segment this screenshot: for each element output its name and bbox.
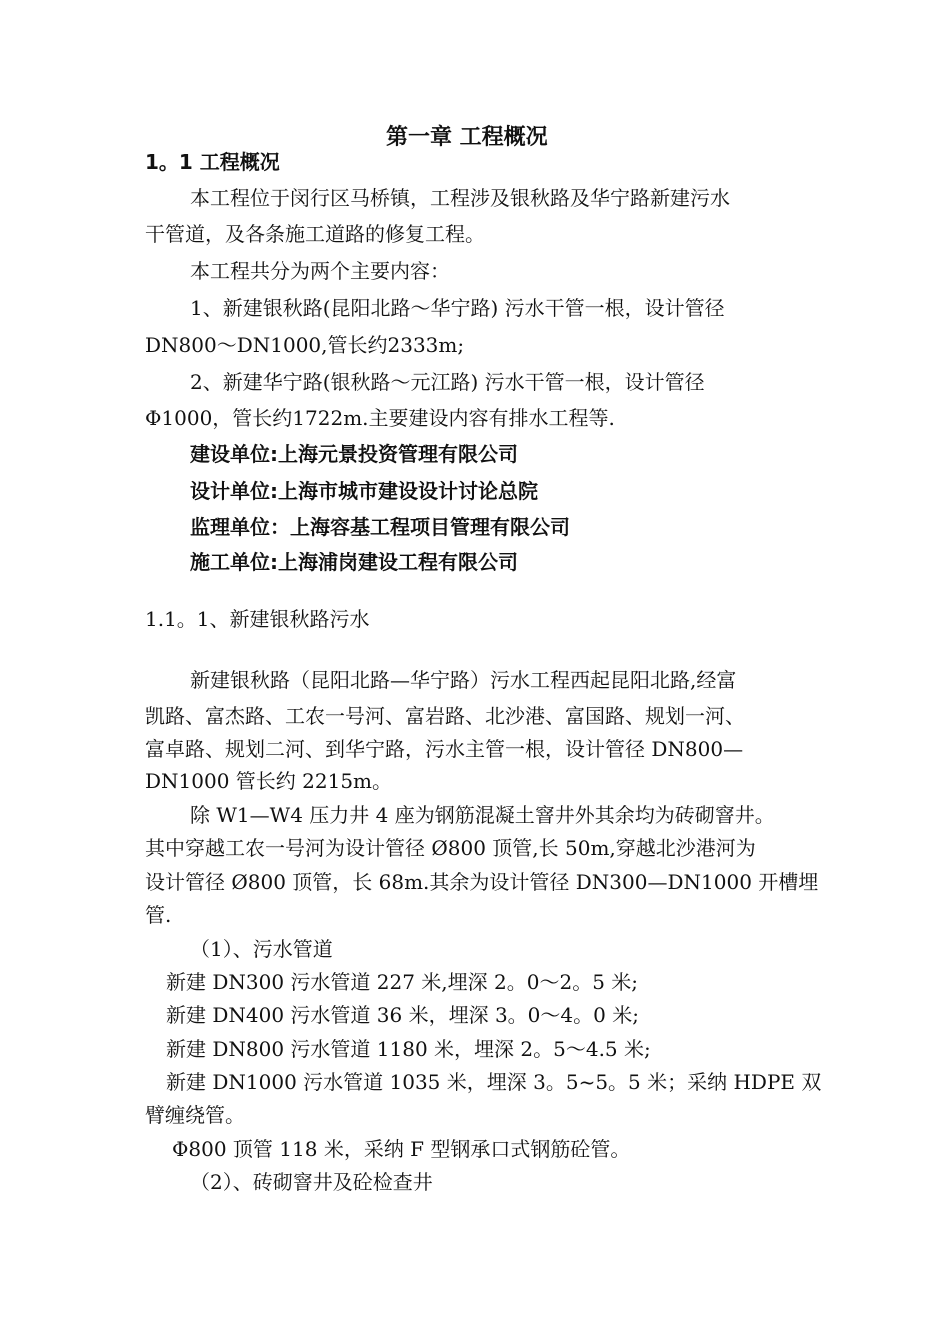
- paragraph-line: 干管道，及各条施工道路的修复工程。: [145, 222, 485, 246]
- designer-unit: 设计单位:上海市城市建设设计讨论总院: [190, 479, 538, 503]
- list-item: Φ1000，管长约1722m.主要建设内容有排水工程等.: [145, 406, 615, 430]
- paragraph-line: 除 W1—W4 压力井 4 座为钢筋混凝土窨井外其余均为砖砌窨井。: [190, 803, 775, 827]
- list-item: DN800～DN1000,管长约2333m;: [145, 333, 465, 357]
- subsection-heading: 1.1。1、新建银秋路污水: [145, 607, 370, 631]
- list-item: 1、新建银秋路(昆阳北路～华宁路) 污水干管一根，设计管径: [190, 296, 725, 320]
- list-item: 臂缠绕管。: [145, 1103, 245, 1127]
- paragraph-line: 凯路、富杰路、工农一号河、富岩路、北沙港、富国路、规划一河、: [145, 704, 745, 728]
- paragraph-line: 其中穿越工农一号河为设计管径 Ø800 顶管,长 50m,穿越北沙港河为: [145, 836, 756, 860]
- list-heading: （1）、污水管道: [190, 937, 333, 961]
- chapter-title: 第一章 工程概况: [386, 125, 548, 150]
- list-item: Φ800 顶管 118 米，采纳 F 型钢承口式钢筋砼管。: [172, 1137, 631, 1161]
- section-heading: 1。1 工程概况: [145, 150, 280, 174]
- list-heading: （2）、砖砌窨井及砼检查井: [190, 1170, 433, 1194]
- supervisor-unit: 监理单位：上海容基工程项目管理有限公司: [190, 515, 570, 539]
- paragraph-line: 富卓路、规划二河、到华宁路，污水主管一根，设计管径 DN800—: [145, 737, 744, 761]
- list-item: 新建 DN400 污水管道 36 米，埋深 3。0～4。0 米;: [166, 1003, 639, 1027]
- paragraph-line: 管.: [145, 903, 172, 927]
- paragraph-line: 本工程位于闵行区马桥镇，工程涉及银秋路及华宁路新建污水: [190, 186, 730, 210]
- list-item: 新建 DN800 污水管道 1180 米，埋深 2。5～4.5 米;: [166, 1037, 651, 1061]
- paragraph-line: 设计管径 Ø800 顶管，长 68m.其余为设计管径 DN300—DN1000 开槽埋: [145, 870, 819, 894]
- paragraph-line: 新建银秋路（昆阳北路—华宁路）污水工程西起昆阳北路,经富: [190, 668, 737, 692]
- list-item: 新建 DN300 污水管道 227 米,埋深 2。0～2。5 米;: [166, 970, 639, 994]
- list-item: 2、新建华宁路(银秋路～元江路) 污水干管一根，设计管径: [190, 370, 705, 394]
- paragraph-line: 本工程共分为两个主要内容：: [190, 259, 450, 283]
- builder-unit: 建设单位:上海元景投资管理有限公司: [190, 442, 518, 466]
- paragraph-line: DN1000 管长约 2215m。: [145, 769, 393, 793]
- contractor-unit: 施工单位:上海浦岗建设工程有限公司: [190, 550, 518, 574]
- list-item: 新建 DN1000 污水管道 1035 米，埋深 3。5~5。5 米；采纳 HDPE 双: [166, 1070, 822, 1094]
